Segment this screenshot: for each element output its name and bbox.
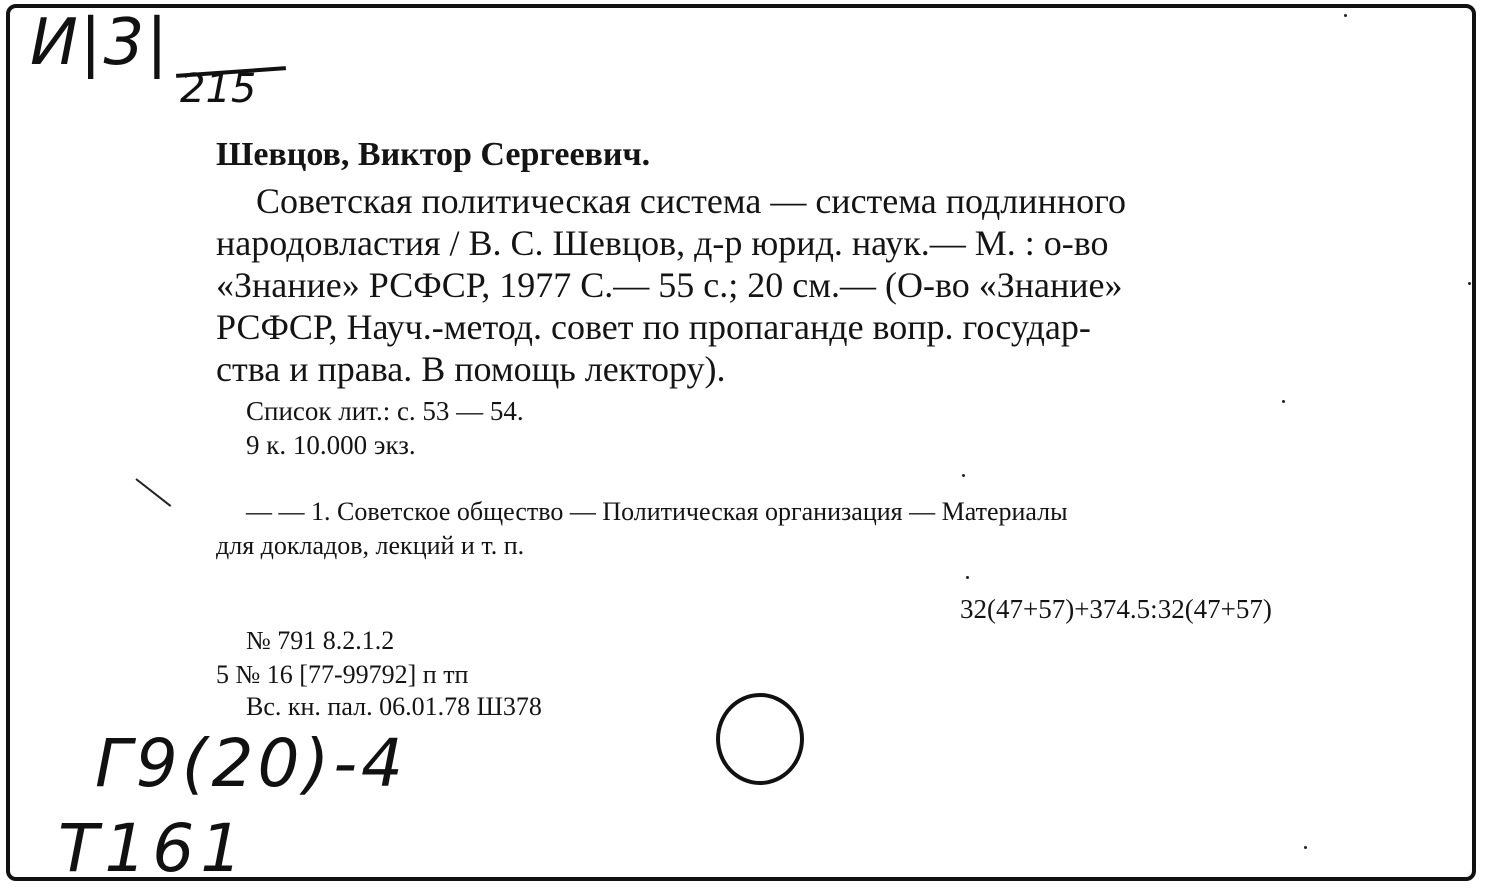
card-number-line-2: 5 № 16 [77-99792] п тп xyxy=(216,660,469,689)
handwritten-fraction-number: 215 xyxy=(180,66,257,112)
handwritten-author-mark: Т161 xyxy=(58,810,249,887)
subject-heading-line-2: для докладов, лекций и т. п. xyxy=(216,531,525,560)
speck-mark xyxy=(1304,846,1307,849)
description-line-1: Советская политическая система — система подлинного xyxy=(256,181,1126,221)
subject-heading-line-1: — — 1. Советское общество — Политическая организация — Материалы xyxy=(246,497,1068,526)
speck-mark xyxy=(966,576,969,579)
description-line-5: ства и права. В помощь лектору). xyxy=(216,349,726,389)
price-copies-note: 9 к. 10.000 экз. xyxy=(246,430,416,460)
author-heading: Шевцов, Виктор Сергеевич. xyxy=(216,136,651,173)
punch-hole-circle xyxy=(716,693,804,785)
description-line-3: «Знание» РСФСР, 1977 С.— 55 с.; 20 см.— (О-во «Знание» xyxy=(216,265,1123,305)
speck-mark xyxy=(962,474,965,477)
card-number-line-1: № 791 8.2.1.2 xyxy=(246,626,395,655)
description-line-2: народовластия / В. С. Шевцов, д-р юрид. наук.— М. : о-во xyxy=(216,223,1109,263)
bibliography-note: Список лит.: с. 53 — 54. xyxy=(246,396,524,426)
card-number-line-3: Вс. кн. пал. 06.01.78 Ш378 xyxy=(246,692,542,721)
speck-mark xyxy=(1344,14,1347,17)
classification-index: 32(47+57)+374.5:32(47+57) xyxy=(960,594,1272,624)
handwritten-top-code: И|3| xyxy=(30,6,170,80)
speck-mark xyxy=(1468,282,1471,285)
description-line-4: РСФСР, Науч.-метод. совет по пропаганде вопр. государ- xyxy=(216,307,1091,347)
handwritten-shelf-mark: Г9(20)-4 xyxy=(95,725,408,802)
speck-mark xyxy=(1282,400,1285,403)
